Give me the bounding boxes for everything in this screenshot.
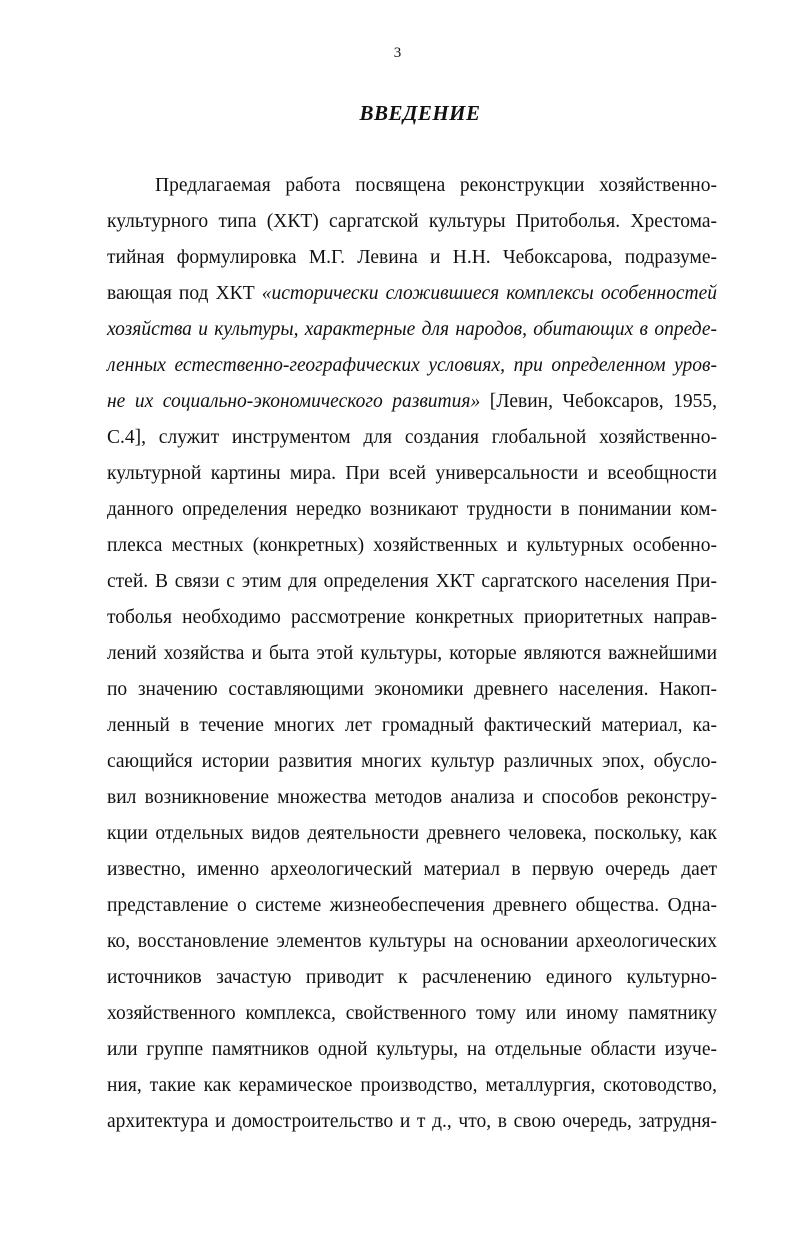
- quote-italic: не их социально-экономического развития»: [107, 391, 481, 412]
- text-line: [107, 276, 717, 312]
- text-line: тийная формулировка М.Г. Левина и Н.Н. Чебоксарова, подразуме-: [107, 247, 717, 268]
- text-line: стей. В связи с этим для определения ХКТ саргатского населения При-: [107, 571, 717, 592]
- text-line: культурной картины мира. При всей универсальности и всеобщности: [107, 463, 717, 484]
- section-heading: ВВЕДЕНИЕ: [359, 101, 481, 125]
- quote-italic: «исторически сложившиеся комплексы особенностей: [261, 283, 717, 304]
- text-line: хозяйственного комплекса, свойственного тому или иному памятнику: [107, 1003, 717, 1024]
- text-line: Предлагаемая работа посвящена реконструкции хозяйственно-: [155, 175, 717, 196]
- text-line: известно, именно археологический материал в первую очередь дает: [107, 859, 717, 880]
- text-line: кции отдельных видов деятельности древнего человека, поскольку, как: [107, 823, 717, 844]
- quote-line: ленных естественно-географических условиях, при определенном уров-: [107, 355, 717, 376]
- citation: [Левин, Чебоксаров, 1955,: [480, 391, 717, 412]
- body-text: [107, 168, 717, 1140]
- text-line: культурного типа (ХКТ) саргатской культуры Притоболья. Хрестома-: [107, 211, 717, 232]
- text-line: по значению составляющими экономики древнего населения. Накоп-: [107, 679, 717, 700]
- text-line: плекса местных (конкретных) хозяйственных и культурных особенно-: [107, 535, 717, 556]
- text-line: ко, восстановление элементов культуры на основании археологических: [107, 931, 717, 952]
- text-line: сающийся истории развития многих культур различных эпох, обусло-: [107, 751, 717, 772]
- text-line: вил возникновение множества методов анализа и способов реконстру-: [107, 787, 717, 808]
- text-line: или группе памятников одной культуры, на отдельные области изуче-: [107, 1039, 717, 1060]
- text-line: лений хозяйства и быта этой культуры, которые являются важнейшими: [107, 643, 717, 664]
- text-line: представление о системе жизнеобеспечения древнего общества. Одна-: [107, 895, 717, 916]
- text-line: ленный в течение многих лет громадный фактический материал, ка-: [107, 715, 717, 736]
- text-line: С.4], служит инструментом для создания глобальной хозяйственно-: [107, 427, 717, 448]
- text-line: архитектура и домостроительство и т д., что, в свою очередь, затрудня-: [107, 1111, 717, 1132]
- text-line: тоболья необходимо рассмотрение конкретных приоритетных направ-: [107, 607, 717, 628]
- text-line: [107, 384, 717, 420]
- text-line: ния, такие как керамическое производство, металлургия, скотоводство,: [107, 1075, 717, 1096]
- text-line: источников зачастую приводит к расчленению единого культурно-: [107, 967, 717, 988]
- quote-line: хозяйства и культуры, характерные для народов, обитающих в опреде-: [107, 319, 717, 340]
- page-number: 3: [393, 45, 402, 61]
- text-run: вающая под ХКТ: [107, 283, 262, 304]
- text-line: данного определения нередко возникают трудности в понимании ком-: [107, 499, 717, 520]
